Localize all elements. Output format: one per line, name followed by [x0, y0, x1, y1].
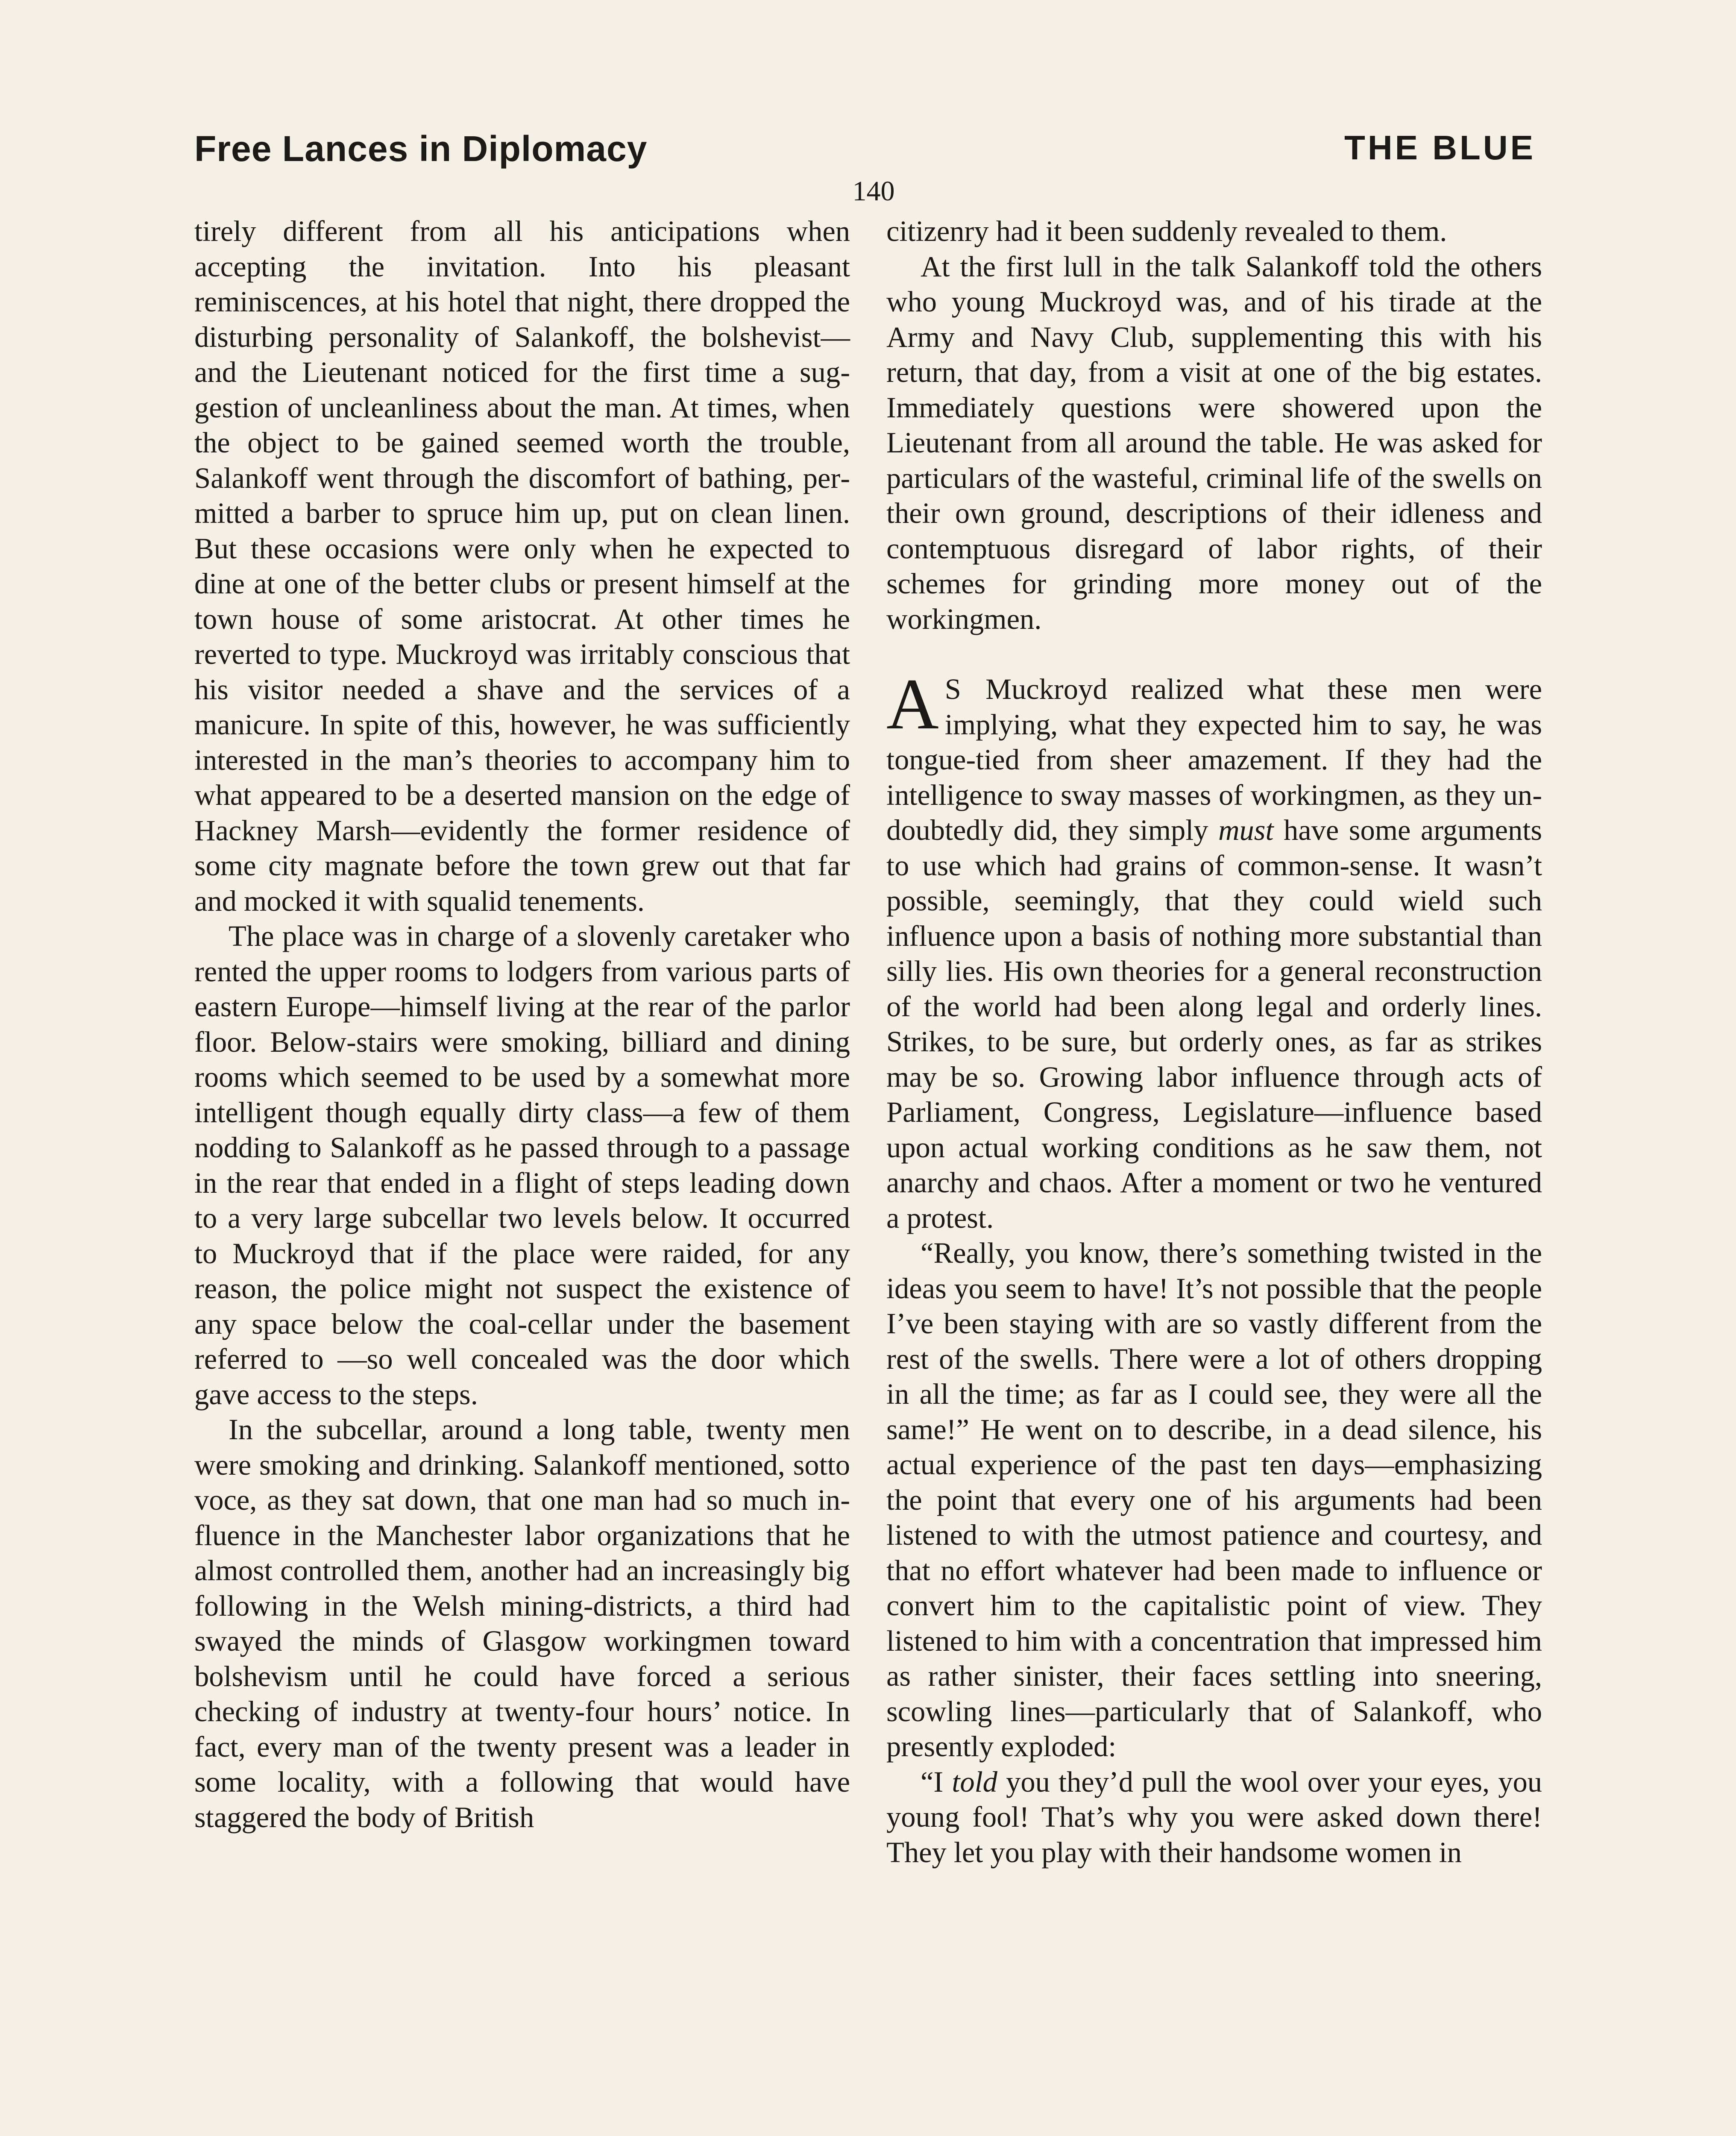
drop-cap: A: [886, 664, 939, 744]
paragraph: citizenry had it been suddenly revealed to them.: [886, 215, 1447, 247]
paragraph-text: have some arguments to use which had grains of common-sense. It wasn’t possible, seemingly, that they could wield such influence upon a basis of nothing more substantial than silly lies. His own theories for a general reconstruction of the world had been along legal and orderly lines. Strikes, to be sure, but orderly ones, as far as strikes may be so. Growing labor influence through acts of Parliament, Congress, Legislature—influence based upon actual working conditions as he saw them, not anarchy and chaos. After a moment or two he ventured a protest.: [886, 814, 1542, 1234]
emphasis-text: must: [1218, 814, 1274, 846]
story-title: Free Lances in Diplomacy: [194, 129, 648, 169]
paragraph: At the first lull in the talk Salankoff told the others who young Muckroyd was, and of his tirade at the Army and Navy Club, supplementing this with his return, that day, from a visit at one of the big estates. Immediately questions were showered upon the Lieutenant from all around the table. He was asked for particulars of the wasteful, criminal life of the swells on their own ground, descriptions of their idleness and contemptuous disregard of labor rights, of their schemes for grinding more money out of the workingmen.: [886, 250, 1542, 635]
page-number: 140: [852, 176, 895, 207]
paragraph: [886, 1764, 1542, 1870]
small-caps-text: S: [944, 673, 962, 705]
paragraph: “Really, you know, there’s something twisted in the ideas you seem to have! It’s not possible that the people I’ve been staying with are so vastly different from the rest of the swells. There were a lot of others dropping in all the time; as far as I could see, they were all the same!” He went on to describe, in a dead silence, his actual experience of the past ten days—emphasizing the point that every one of his arguments had been listened to with the utmost patience and courtesy, and that no effort whatever had been made to influence or convert him to the capitalistic point of view. They listened to him with a concentration that impressed him as rather sinister, their faces settling into sneering, scowling lines—particularly that of Salankoff, who presently exploded:: [886, 1237, 1542, 1763]
paragraph: The place was in charge of a slovenly caretaker who rented the upper rooms to lodgers from various parts of eastern Europe—himself living at the rear of the parlor floor. Below-stairs were smoking, billiard and dining rooms which seemed to be used by a somewhat more intelligent though equally dirty class—a few of them nodding to Salankoff as he passed through to a passage in the rear that ended in a flight of steps leading down to a very large subcellar two levels below. It occurred to Muckroyd that if the place were raided, for any reason, the police might not suspect the existence of any space below the coal-cellar under the basement referred to —so well concealed was the door which gave access to the steps.: [194, 920, 850, 1411]
left-column: [194, 214, 850, 2136]
paragraph-text: Muckroyd realized what these men were implying, what they expected him to say, he was tongue-tied from sheer amazement. If they had the intelligence to sway masses of workingmen, as they undoubtedly did, they simply: [886, 673, 1542, 846]
paragraph-with-dropcap: [886, 664, 1542, 1235]
paragraph-text: you they’d pull the wool over your eyes, you young fool! That’s why you were asked down there! They let you play with their handsome women in: [886, 1765, 1542, 1869]
emphasis-text: told: [952, 1765, 997, 1798]
magazine-name: THE BLUE: [1344, 129, 1536, 167]
right-column: [886, 214, 1542, 2136]
paragraph: In the subcellar, around a long table, twenty men were smoking and drinking. Salankoff mentioned, sotto voce, as they sat down, that one man had so much influence in the Manchester labor organizations that he almost controlled them, another had an increasingly big following in the Welsh mining-districts, a third had swayed the minds of Glasgow workingmen toward bolshevism until he could have forced a serious checking of industry at twenty-four hours’ notice. In fact, every man of the twenty present was a leader in some locality, with a following that would have staggered the body of British: [194, 1413, 850, 1834]
paragraph-text: “I: [921, 1765, 952, 1798]
running-header: [194, 120, 1536, 184]
paragraph: tirely different from all his anticipations when accepting the invitation. Into his pleasant reminiscences, at his hotel that night, there dropped the disturbing personality of Salankoff, the bolshevist—and the Lieutenant noticed for the first time a suggestion of uncleanliness about the man. At times, when the object to be gained seemed worth the trouble, Salankoff went through the discomfort of bathing, permitted a barber to spruce him up, put on clean linen. But these occasions were only when he expected to dine at one of the better clubs or present himself at the town house of some aristocrat. At other times he reverted to type. Muckroyd was irritably conscious that his visitor needed a shave and the services of a manicure. In spite of this, however, he was sufficiently interested in the man’s theories to accompany him to what appeared to be a deserted mansion on the edge of Hackney Marsh—evidently the former residence of some city magnate before the town grew out that far and mocked it with squalid tenements.: [194, 215, 850, 917]
